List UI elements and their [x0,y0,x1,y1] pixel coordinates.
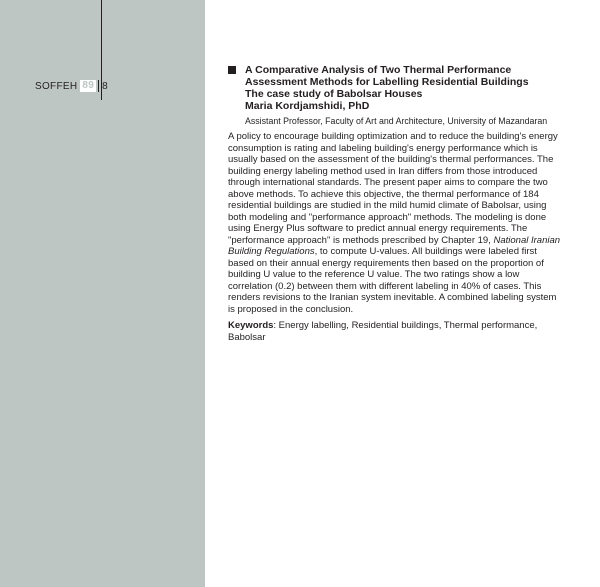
abstract-text [228,131,562,315]
article-title-line-2: Assessment Methods for Labelling Residential Buildings [245,76,529,88]
issue-number: 89 [82,80,95,91]
page-folio [35,80,108,92]
keywords [228,320,562,343]
page-number: 8 [102,80,108,92]
author-affiliation: Assistant Professor, Faculty of Art and Architecture, University of Mazandaran [245,116,548,126]
author-name: Maria Kordjamshidi, PhD [245,100,370,112]
article-subtitle: The case study of Babolsar Houses [245,88,423,100]
abstract-part-2: , to compute U-values. All buildings were labeled first based on their annual energy requirements then based on the proportion of building U value to the reference U value. The two ratings show a low correlation (0.2) between them with different labeling in 40% of cases. This renders revisions to the Iranian system inevitable. A combined labeling system is proposed in the conclusion. [228,246,557,315]
article-title-line-1: A Comparative Analysis of Two Thermal Performance [245,64,512,76]
article-block [228,64,562,343]
folio-divider [98,80,99,92]
abstract-part-1: A policy to encourage building optimization and to reduce the building's energy consumption is rating and labeling building's energy performance which is usually based on the assessment of the building's thermal performances. The building energy labeling method used in Iran differs from those introduced through international standards. The present paper aims to compare the two above methods. To achieve this objective, the thermal performance of 184 residential buildings are studied in the mild humid climate of Babolsar, using both modeling and "performance approach" methods. The modeling is done using Energy Plus software to predict annual energy requirements. The "performance approach" is methods prescribed by Chapter 19, [228,131,558,246]
keywords-label: Keywords [228,320,274,331]
square-bullet-icon [228,66,236,74]
article-header [228,64,562,127]
keywords-text: : Energy labelling, Residential buildings, Thermal performance, Babolsar [228,320,538,343]
journal-name: SOFFEH [35,80,78,92]
abstract-italic-reference: National Iranian Building Regulations [228,234,561,257]
